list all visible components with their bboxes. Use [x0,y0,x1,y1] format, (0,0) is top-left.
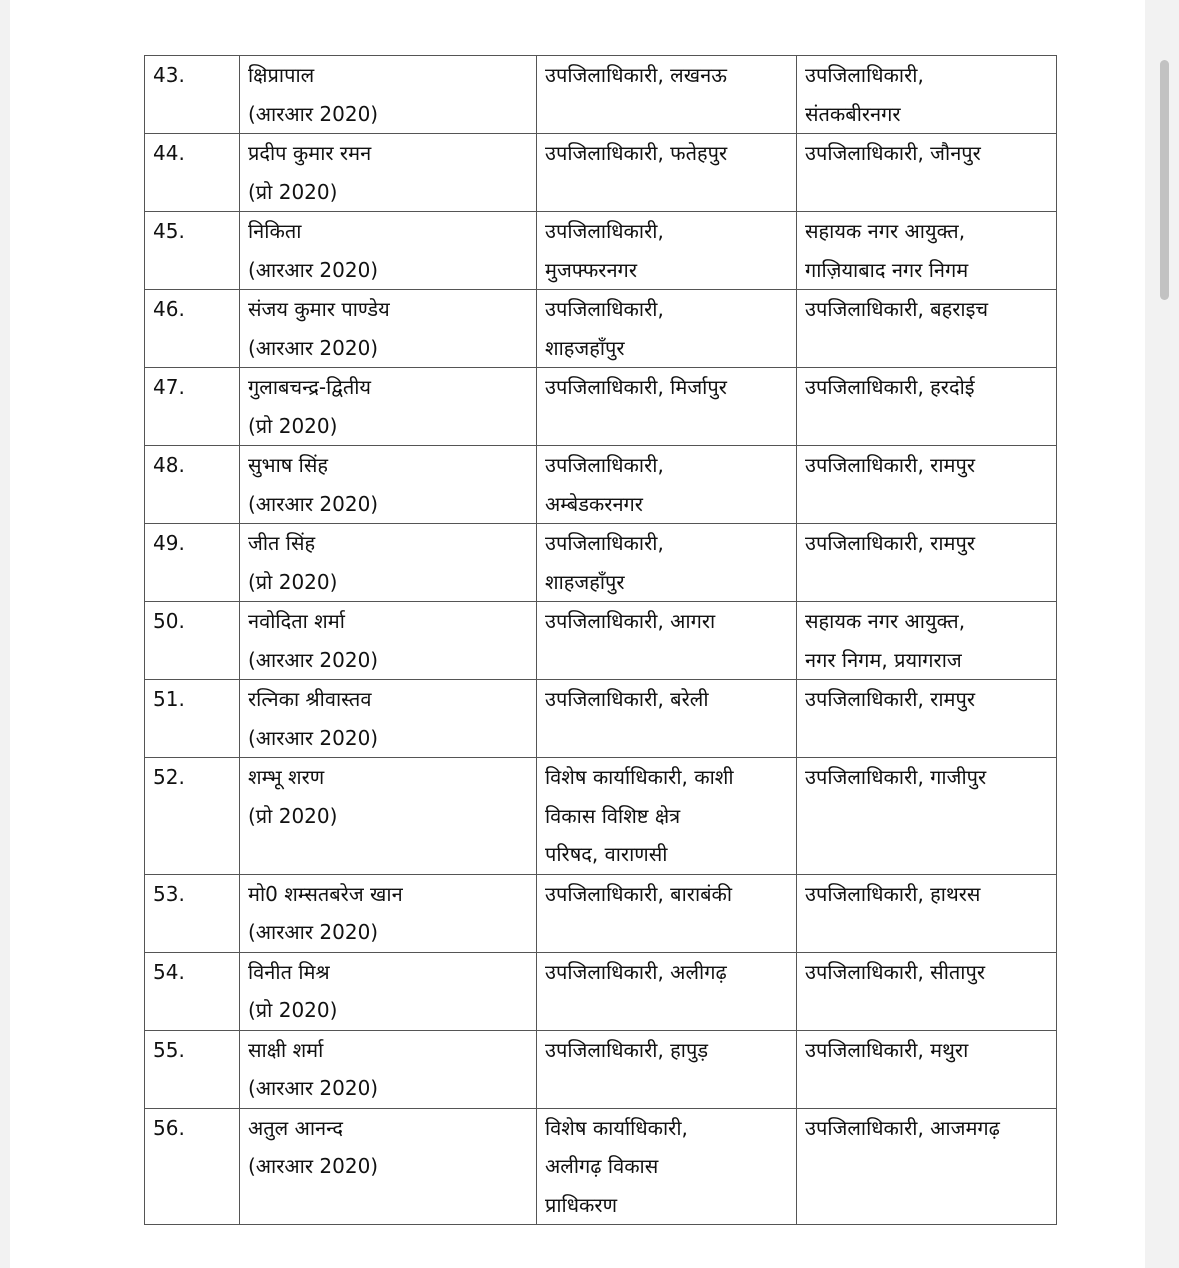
officer-name-line: प्रदीप कुमार रमन [248,141,372,165]
serial-number-cell: 45. [145,212,240,290]
current-posting-line: उपजिलाधिकारी, बरेली [545,687,709,711]
officer-name-line: क्षिप्रापाल [248,63,315,87]
new-posting-cell [797,212,1057,290]
officer-name-cell [240,368,537,446]
table-row [145,952,1057,1030]
table-row [145,874,1057,952]
new-posting-line: उपजिलाधिकारी, गाजीपुर [805,765,987,789]
current-posting-cell [537,758,797,875]
current-posting-line: उपजिलाधिकारी, हापुड़ [545,1037,709,1062]
new-posting-cell [797,758,1057,875]
new-posting-line: गाज़ियाबाद नगर निगम [805,257,969,282]
officer-name-line: (आरआर 2020) [248,335,379,360]
table-row [145,758,1057,875]
new-posting-cell [797,446,1057,524]
current-posting-line: अलीगढ़ विकास [545,1154,659,1178]
new-posting-cell [797,680,1057,758]
current-posting-line: प्राधिकरण [545,1192,618,1217]
serial-number-cell: 43. [145,56,240,134]
new-posting-cell [797,368,1057,446]
table-row [145,290,1057,368]
current-posting-line: उपजिलाधिकारी, [545,297,664,321]
current-posting-cell [537,602,797,680]
officer-name-cell [240,952,537,1030]
current-posting-line: मुजफ्फरनगर [545,257,637,282]
transfer-table [144,55,1057,1225]
new-posting-line: संतकबीरनगर [805,101,901,126]
new-posting-line: उपजिलाधिकारी, रामपुर [805,687,976,711]
serial-number-cell: 52. [145,758,240,875]
new-posting-line: उपजिलाधिकारी, रामपुर [805,453,976,477]
new-posting-cell [797,524,1057,602]
serial-number-cell: 49. [145,524,240,602]
officer-name-line: (आरआर 2020) [248,1076,379,1100]
officer-name-line: (प्रो 2020) [248,179,338,204]
current-posting-line: उपजिलाधिकारी, [545,531,664,555]
current-posting-cell [537,56,797,134]
officer-name-cell [240,446,537,524]
officer-name-line: गुलाबचन्द्र-द्वितीय [248,375,371,399]
new-posting-line: नगर निगम, प्रयागराज [805,647,962,672]
officer-name-cell [240,212,537,290]
officer-name-cell [240,602,537,680]
current-posting-line: शाहजहाँपुर [545,335,625,360]
new-posting-line: उपजिलाधिकारी, जौनपुर [805,141,981,165]
serial-number-cell: 47. [145,368,240,446]
new-posting-line: उपजिलाधिकारी, रामपुर [805,531,976,555]
current-posting-cell [537,290,797,368]
new-posting-line: उपजिलाधिकारी, बहराइच [805,297,989,321]
serial-number-cell: 50. [145,602,240,680]
officer-name-line: अतुल आनन्द [248,1115,343,1140]
serial-number-cell: 46. [145,290,240,368]
current-posting-line: उपजिलाधिकारी, [545,219,664,243]
officer-name-line: मो0 शम्सतबरेज खान [248,881,403,906]
officer-name-cell [240,680,537,758]
officer-name-line: (आरआर 2020) [248,920,379,944]
current-posting-cell [537,368,797,446]
current-posting-cell [537,680,797,758]
table-row [145,602,1057,680]
serial-number-cell: 56. [145,1108,240,1225]
current-posting-line: अम्बेडकरनगर [545,491,643,516]
officer-name-line: (प्रो 2020) [248,413,338,438]
officer-name-cell [240,56,537,134]
officer-name-line: जीत सिंह [248,531,316,555]
officer-name-line: संजय कुमार पाण्डेय [248,297,390,321]
officer-name-line: (प्रो 2020) [248,998,338,1022]
officer-name-line: (आरआर 2020) [248,257,379,282]
current-posting-cell [537,952,797,1030]
serial-number-cell: 54. [145,952,240,1030]
table-row [145,212,1057,290]
table-row [145,368,1057,446]
scrollbar-thumb[interactable] [1160,60,1169,300]
table-row [145,134,1057,212]
serial-number-cell: 55. [145,1030,240,1108]
officer-name-line: (आरआर 2020) [248,647,379,672]
table-row [145,1030,1057,1108]
serial-number-cell: 48. [145,446,240,524]
table-row [145,56,1057,134]
new-posting-cell [797,290,1057,368]
officer-name-line: शम्भू शरण [248,765,325,789]
current-posting-cell [537,524,797,602]
officer-name-line: (प्रो 2020) [248,803,338,828]
officer-name-cell [240,1030,537,1108]
current-posting-line: उपजिलाधिकारी, फतेहपुर [545,141,728,165]
transfer-table-body [145,56,1057,1225]
officer-name-line: (आरआर 2020) [248,101,379,126]
serial-number-cell: 44. [145,134,240,212]
current-posting-cell [537,134,797,212]
new-posting-line: उपजिलाधिकारी, मथुरा [805,1037,969,1062]
new-posting-line: उपजिलाधिकारी, आजमगढ़ [805,1115,1000,1140]
new-posting-cell [797,56,1057,134]
new-posting-line: सहायक नगर आयुक्त, [805,609,966,633]
officer-name-line: सुभाष सिंह [248,453,328,477]
officer-name-cell [240,134,537,212]
table-row [145,524,1057,602]
officer-name-line: नवोदिता शर्मा [248,609,345,633]
new-posting-line: उपजिलाधिकारी, हाथरस [805,881,981,906]
new-posting-cell [797,602,1057,680]
officer-name-line: (आरआर 2020) [248,1154,379,1178]
officer-name-cell [240,290,537,368]
officer-name-cell [240,874,537,952]
table-row [145,680,1057,758]
table-row [145,1108,1057,1225]
current-posting-cell [537,212,797,290]
new-posting-line: उपजिलाधिकारी, सीतापुर [805,959,985,984]
new-posting-cell [797,134,1057,212]
current-posting-line: विकास विशिष्ट क्षेत्र [545,803,681,828]
current-posting-line: विशेष कार्याधिकारी, काशी [545,765,734,789]
current-posting-line: उपजिलाधिकारी, अलीगढ़ [545,959,727,984]
officer-name-line: (आरआर 2020) [248,725,379,750]
current-posting-line: उपजिलाधिकारी, लखनऊ [545,63,727,87]
new-posting-line: सहायक नगर आयुक्त, [805,219,966,243]
officer-name-cell [240,1108,537,1225]
current-posting-line: परिषद, वाराणसी [545,842,668,866]
serial-number-cell: 51. [145,680,240,758]
officer-name-cell [240,758,537,875]
new-posting-line: उपजिलाधिकारी, हरदोई [805,375,975,399]
current-posting-cell [537,1108,797,1225]
current-posting-line: शाहजहाँपुर [545,569,625,594]
current-posting-cell [537,1030,797,1108]
current-posting-line: विशेष कार्याधिकारी, [545,1115,688,1140]
current-posting-line: उपजिलाधिकारी, मिर्जापुर [545,375,727,399]
current-posting-line: उपजिलाधिकारी, [545,453,664,477]
serial-number-cell: 53. [145,874,240,952]
officer-name-line: निकिता [248,219,302,243]
new-posting-cell [797,952,1057,1030]
officer-name-line: विनीत मिश्र [248,959,330,984]
officer-name-line: (आरआर 2020) [248,491,379,516]
document-page [10,0,1145,1268]
current-posting-cell [537,446,797,524]
officer-name-line: रत्निका श्रीवास्तव [248,687,372,711]
officer-name-line: (प्रो 2020) [248,569,338,594]
new-posting-cell [797,874,1057,952]
current-posting-cell [537,874,797,952]
new-posting-cell [797,1108,1057,1225]
current-posting-line: उपजिलाधिकारी, आगरा [545,609,716,633]
table-row [145,446,1057,524]
new-posting-cell [797,1030,1057,1108]
officer-name-line: साक्षी शर्मा [248,1037,324,1062]
current-posting-line: उपजिलाधिकारी, बाराबंकी [545,881,733,906]
new-posting-line: उपजिलाधिकारी, [805,63,924,87]
officer-name-cell [240,524,537,602]
